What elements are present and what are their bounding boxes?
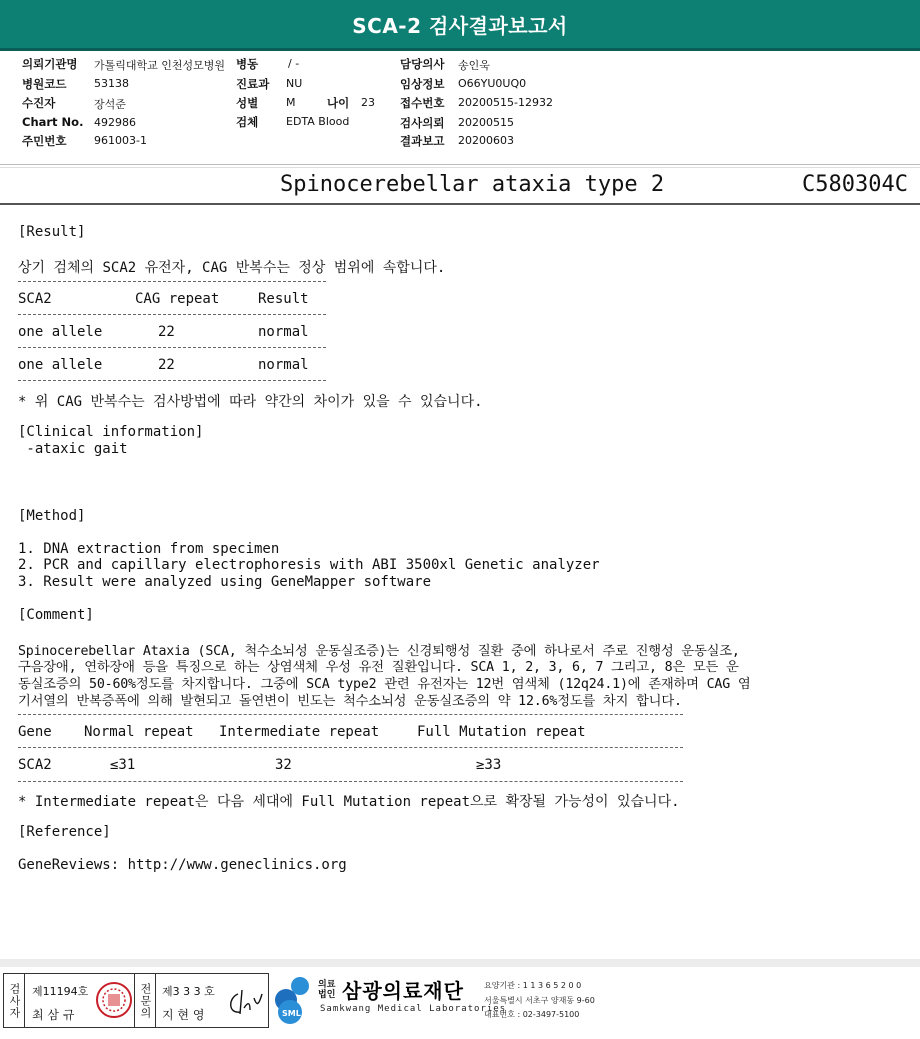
table-cell: ≤31 (110, 757, 136, 773)
repeat-col-header: Intermediate repeat (219, 724, 380, 740)
table-cell: normal (258, 357, 309, 373)
cert2-name: 지 현 영 (162, 1008, 205, 1022)
method-heading: [Method] (18, 508, 86, 524)
code-value: 53138 (94, 77, 129, 90)
table-cell: SCA2 (18, 757, 52, 773)
institution-number: 요양기관 : 1 1 3 6 5 2 0 0 (484, 981, 582, 990)
signature-box (3, 973, 269, 1028)
logo-abbr: SML (282, 1009, 301, 1018)
method-step: 2. PCR and capillary electrophoresis with ABI 3500xl Genetic analyzer (18, 557, 600, 573)
method-step: 3. Result were analyzed using GeneMapper software (18, 574, 432, 590)
result-col-header: Result (258, 291, 309, 307)
test-code: C580304C (802, 172, 908, 197)
specimen-value: EDTA Blood (286, 115, 350, 128)
method-step: 1. DNA extraction from specimen (18, 541, 280, 557)
table-cell: one allele (18, 324, 103, 340)
table-cell: 22 (158, 357, 175, 373)
request-label: 검사의뢰 (400, 116, 445, 130)
footer-separator (0, 959, 920, 967)
org-name: 삼광의료재단 (342, 979, 464, 1003)
doctor-value: 송인욱 (458, 59, 490, 72)
org-english-name: Samkwang Medical Laboratories (320, 1004, 507, 1014)
divider (18, 714, 683, 715)
divider (18, 281, 326, 282)
org-type: 의료 법인 (318, 980, 336, 1000)
divider (0, 203, 920, 205)
divider (0, 164, 920, 165)
cert1-vertical-label: 검사자 (4, 974, 25, 1027)
result-col-header: SCA2 (18, 291, 52, 307)
hospital-label: 의뢰기관명 (22, 57, 78, 71)
cert2-vertical-label: 전문의 (134, 974, 156, 1027)
clinical-value: O66YU0UQ0 (458, 77, 527, 90)
cert1-name: 최 삼 규 (32, 1008, 75, 1022)
table-cell: 22 (158, 324, 175, 340)
result-heading: [Result] (18, 224, 86, 240)
comment-line: 기서열의 반복증폭에 의해 발현되고 돌연변이 빈도는 척수소뇌성 운동실조증의 약 12.6%정도를 차지 합니다. (18, 694, 682, 709)
code-label: 병원코드 (22, 77, 67, 91)
divider (18, 347, 326, 348)
request-value: 20200515 (458, 116, 514, 129)
comment-note: * Intermediate repeat은 다음 세대에 Full Mutation repeat으로 확장될 가능성이 있습니다. (18, 794, 680, 810)
id-value: 961003-1 (94, 134, 147, 147)
report-value: 20200603 (458, 134, 514, 147)
reference-text: GeneReviews: http://www.geneclinics.org (18, 857, 347, 873)
divider (18, 747, 683, 748)
name-value: 장석준 (94, 98, 126, 111)
test-name: Spinocerebellar ataxia type 2 (280, 172, 665, 197)
repeat-col-header: Gene (18, 724, 52, 740)
table-cell: one allele (18, 357, 103, 373)
hospital-value: 가톨릭대학교 인천성모병원 (94, 59, 226, 72)
comment-line: 동실조증의 50-60%정도를 차지합니다. 그중에 SCA type2 관련 유전자는 12번 염색체 (12q24.1)에 존재하며 CAG 염 (18, 677, 751, 692)
handwritten-signature (224, 984, 264, 1020)
comment-heading: [Comment] (18, 607, 94, 623)
divider (18, 380, 326, 381)
table-cell: normal (258, 324, 309, 340)
repeat-col-header: Normal repeat (84, 724, 194, 740)
comment-line: Spinocerebellar Ataxia (SCA, 척수소뇌성 운동실조증)는 신경퇴행성 질환 중에 하나로서 주로 진행성 운동실조, (18, 644, 740, 659)
receipt-label: 접수번호 (400, 96, 445, 110)
sml-logo-icon (270, 974, 316, 1026)
seal-stamp (94, 980, 134, 1020)
ward-value: / - (288, 57, 300, 70)
id-label: 주민번호 (22, 134, 67, 148)
clinical-text: -ataxic gait (18, 441, 128, 457)
report-title: SCA-2 검사결과보고서 (352, 14, 568, 38)
chart-label: Chart No. (22, 115, 84, 129)
cert2-number: 제3 3 3 호 (162, 985, 215, 998)
report-label: 결과보고 (400, 134, 445, 148)
sex-label: 성별 (236, 96, 259, 110)
clinical-heading: [Clinical information] (18, 424, 204, 440)
receipt-value: 20200515-12932 (458, 96, 553, 109)
result-note: * 위 CAG 반복수는 검사방법에 따라 약간의 차이가 있을 수 있습니다. (18, 394, 483, 410)
dept-label: 진료과 (236, 77, 270, 91)
result-summary: 상기 검체의 SCA2 유전자, CAG 반복수는 정상 범위에 속합니다. (18, 260, 446, 276)
divider (18, 781, 683, 782)
cert1-number: 제11194호 (32, 985, 89, 998)
table-cell: ≥33 (476, 757, 502, 773)
reference-heading: [Reference] (18, 824, 111, 840)
sex-value: M (286, 96, 296, 109)
org-phone: 대표번호 : 02-3497-5100 (484, 1010, 580, 1019)
comment-line: 구음장애, 연하장애 등을 특징으로 하는 상염색체 우성 유전 질환입니다. SCA 1, 2, 3, 6, 7 그리고, 8은 모든 운 (18, 660, 739, 675)
dept-value: NU (286, 77, 303, 90)
divider (18, 314, 326, 315)
doctor-label: 담당의사 (400, 57, 445, 71)
clinical-label: 임상정보 (400, 77, 445, 91)
divider (0, 167, 920, 168)
name-label: 수진자 (22, 96, 56, 110)
ward-label: 병동 (236, 57, 259, 71)
result-col-header: CAG repeat (135, 291, 220, 307)
age-label: 나이 (327, 96, 350, 110)
age-value: 23 (361, 96, 375, 109)
specimen-label: 검체 (236, 115, 259, 129)
chart-value: 492986 (94, 116, 136, 129)
repeat-col-header: Full Mutation repeat (417, 724, 586, 740)
org-address: 서울특별시 서초구 양재동 9-60 (484, 996, 595, 1005)
table-cell: 32 (275, 757, 292, 773)
